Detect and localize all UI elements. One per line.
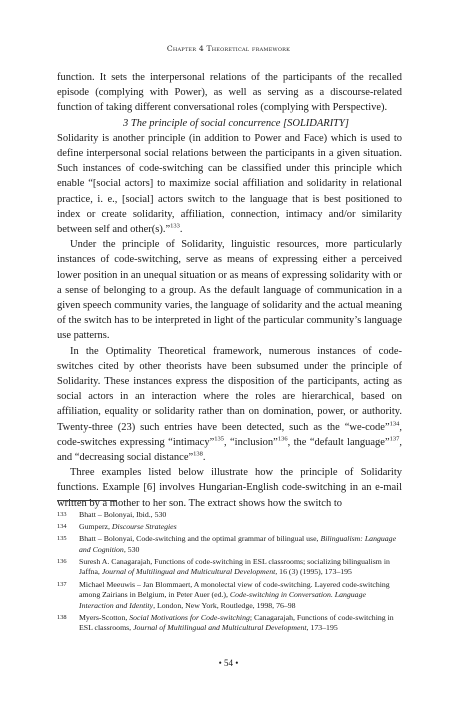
footnote-text: Bhatt – Bolonyai, Code-switching and the optimal grammar of bilingual use, xyxy=(79,534,321,544)
footnote-title: Discourse Strategies xyxy=(111,522,177,532)
paragraph-text: Solidarity is another principle (in addition to Power and Face) which is used to define interpersonal social relations between the participants in a given situation. Such instances of code-switching can be classified under this principle which enable “[social actors] to maximize social affiliation and solidarity in relational practice, i. e., [social] actors switch to the language that is best positioned to index or create solidarity, affiliation, connection, intimacy and/or similarity between self and other(s).” xyxy=(57,132,402,236)
footnote-number: 134 xyxy=(57,523,67,531)
paragraph-text: . xyxy=(179,224,183,236)
footnote-text: , 530 xyxy=(123,544,140,554)
section-heading: 3 The principle of social concurrence [SOLIDARITY] xyxy=(123,117,349,129)
paragraph: Under the principle of Solidarity, linguistic resources, more particularly instances of code-switching, serve as means of expressing either a perceived lower position in an unequal situation or as means of expressing solidarity with or a sense of belonging to a group. As the default language of communication in a given speech community varies, the language of solidarity and the actual meaning of the switch has to be interpreted in light of the particular community’s language use patterns. xyxy=(57,239,402,342)
footnote-number: 137 xyxy=(57,580,67,588)
footnote xyxy=(57,557,402,578)
footnote-ref[interactable]: 138 xyxy=(193,450,203,458)
footnote xyxy=(57,534,402,555)
paragraph-text: , code-switches expressing “intimacy” xyxy=(57,421,402,448)
footnote-text: , 173–195 xyxy=(306,623,338,633)
footnote-number: 136 xyxy=(57,557,67,565)
footnote-ref[interactable]: 136 xyxy=(277,435,288,443)
footnote-title: Journal of Multilingual and Multicultural Development xyxy=(101,567,276,577)
footnote-text: ; Canagarajah, Functions of code-switching in ESL classrooms, xyxy=(79,612,394,633)
footnote-title: Bilingualism: Language and Cognition xyxy=(79,534,397,554)
footnote-ref[interactable]: 134 xyxy=(389,420,400,428)
footnote xyxy=(57,613,402,634)
paragraph xyxy=(57,131,402,237)
footnote-text: Bhatt – Bolonyai, Ibid., 530 xyxy=(79,510,167,519)
paragraph xyxy=(57,344,402,466)
footnote xyxy=(57,522,402,533)
footnote xyxy=(57,510,402,521)
footnote-rule xyxy=(57,500,117,501)
footnote xyxy=(57,580,402,612)
footnote-text: Gumperz, xyxy=(79,522,112,532)
footnote-text: Michael Meeuwis – Jan Blommaert, A monolectal view of code-switching. Layered code-switching among Zairians in Belgium, in Peter Auer (ed.), xyxy=(79,579,390,600)
footnote-ref[interactable]: 133 xyxy=(170,222,180,230)
paragraph-text: , the “default language” xyxy=(287,436,390,448)
footnotes xyxy=(57,510,402,636)
footnote-title: Journal of Multilingual and Multicultural Development xyxy=(133,623,307,633)
footnote-text: , London, New York, Routledge, 1998, 76–98 xyxy=(153,600,296,610)
footnote-text: , 16 (3) (1995), 173–195 xyxy=(275,567,352,577)
footnote-text: Myers-Scotton, xyxy=(79,612,130,622)
footnote-title: Code-switching in Conversation. Language Interaction and Identity xyxy=(79,590,366,610)
running-header: Chapter 4 Theoretical framework xyxy=(166,44,291,53)
footnote-title: Social Motivations for Code-switching xyxy=(129,612,250,622)
paragraph-text: , and “decreasing social distance” xyxy=(57,436,402,464)
paragraph-text: . xyxy=(202,452,206,464)
footnote-ref[interactable]: 137 xyxy=(389,435,400,443)
page-number: • 54 • xyxy=(218,658,239,668)
footnote-ref[interactable]: 135 xyxy=(214,435,224,443)
footnote-number: 138 xyxy=(57,613,67,621)
paragraph: function. It sets the interpersonal relations of the participants of the recalled episode (complying with Power), as well as serving as a discourse-related function of taking different conversational roles (complying with Perspective). xyxy=(57,72,402,114)
footnote-number: 133 xyxy=(57,511,67,518)
paragraph-text: In the Optimality Theoretical framework, numerous instances of code-switches cited by other theorists have been subsumed under the principle of Solidarity. These instances express the disposition of the participants, acting as social actors in an interaction where the roles are hierarchical, based on affiliation, equality or solidarity rather than on domination, power, or authority. Twenty-three (23) such entries have been detected, such as the “we-code” xyxy=(57,345,402,433)
footnote-number: 135 xyxy=(57,535,67,543)
footnote-text: Suresh A. Canagarajah, Functions of code-switching in ESL classrooms; socializing bilingualism in Jaffna, xyxy=(79,556,390,577)
paragraph: Three examples listed below illustrate how the principle of Solidarity functions. Example [6] involves Hungarian-English code-switching in an e-mail written by a mother to her son. The extract shows how the switch to xyxy=(57,467,402,509)
body-text xyxy=(57,70,402,511)
paragraph-text: , “inclusion” xyxy=(224,436,278,448)
